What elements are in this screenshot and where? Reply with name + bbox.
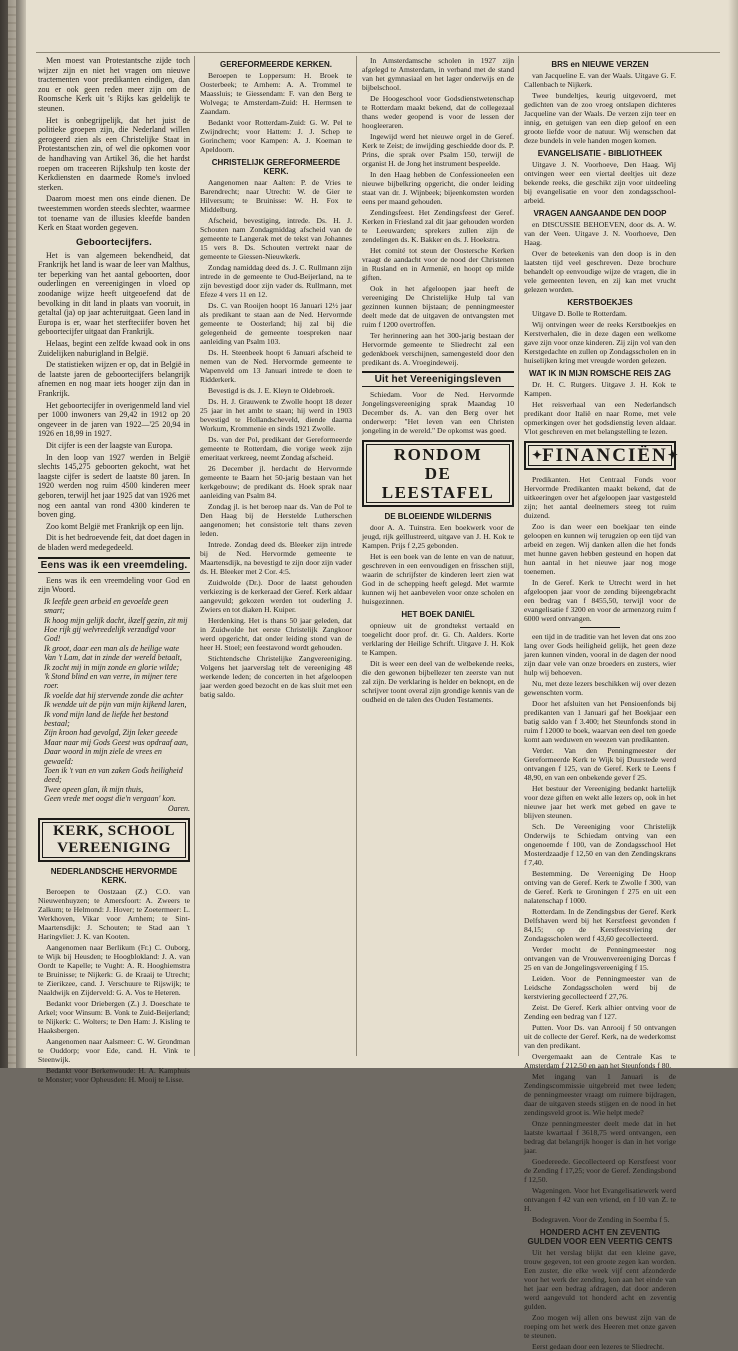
section-heading: CHRISTELIJK GEREFORMEERDE KERK. [211, 158, 341, 176]
financien-banner [524, 441, 676, 470]
article-paragraph: Het is een boek van de lente en van de natuur, geschreven in een eenvoudigen en frisschen stijl, waarin de schrijfster de kinderen leert zien wat God in de schepping heeft gelegd. Met warmte kunnen wij het aanbevelen voor onze scholen en huisgezinnen. [362, 552, 514, 606]
article-paragraph: Het is van algemeen bekendheid, dat Frankrijk het land is waar de leer van Malthus, ter beperking van het aantal geboorten, door ouderlingen en vereenigingen in vloed op zoodanige wijze heeft uitgeoefend dat de bevolking in dit land in plaats van vooruit, in getaltal (ja) op jaar achteruitgaat. Geen land in Europa is er, waar het sterfteciifer boven het geboortecijfer uitgaat dan Frankrijk. [38, 250, 190, 337]
article-paragraph: De Hoogeschool voor Godsdienstwetenschap te Rotterdam maakt bekend, dat de collegezaal thans weder geopend is voor de lessen der hoogleeraren. [362, 94, 514, 130]
top-rule [36, 52, 720, 53]
column-1 [38, 56, 190, 1084]
article-paragraph: Uit het verslag blijkt dat een kleine gave, trouw gegeven, tot een groote zegen kan worden. Een zuster, die elke week vijf cent afzonderde voor het werk der zending, kon aan het einde van het jaar een bedrag afdragen, dat door anderen werd aangevuld tot honderd acht en zeventig gulden. [524, 1248, 676, 1311]
article-paragraph: door A. A. Tuinstra. Een boekwerk voor de jeugd, rijk geïllustreerd, uitgave van J. H. Kok te Kampen. Prijs f 2,25 gebonden. [362, 523, 514, 550]
poem-line: Ik leefde geen arbeid en gevoelde geen smart; [44, 596, 169, 616]
article-paragraph: Leiden. Voor de Penningmeester van de Leidsche Zondagsscholen werd bij de kerstviering gecollecteerd f 27,76. [524, 974, 676, 1001]
article-paragraph: Bestemming. De Vereeniging De Hoop ontving van de Geref. Kerk te Zwolle f 300, van de Geref. Kerk te Groningen f 275 en uit een nalatenschap f 1000. [524, 869, 676, 905]
review-heading: HET BOEK DANIËL [401, 610, 475, 619]
article-paragraph: Twee bundeltjes, keurig uitgevoerd, met gedichten van de zoo vroeg ontslapen dichteres Jacqueline van der Waals. De verzen zijn teer en innig, en getuigen van een diep geloof en een groote liefde voor de natuur. Wij wenschen dat deze bundels in vele handen mogen komen. [524, 91, 676, 145]
article-paragraph: Verder. Van den Penningmeester der Gereformeerde Kerk te Wijk bij Duurstede werd ontvangen f 125, van de Geref. Kerk te Leens f 48,90, en van een onbekende gever f 25. [524, 746, 676, 782]
article-paragraph: en DISCUSSIE BEHOEVEN, door ds. A. W. van der Veen. Uitgave J. N. Voorhoeve, Den Haag. [524, 220, 676, 247]
article-paragraph: Beroepen te Loppersum: H. Broek te Oosterbeek; te Arnhem: A. A. Trommel te Maassluis; te Giessendam: F. van den Berg te Wolvega; te Amsterdam-Zuid: H. Hermsen te Zaandam. [200, 71, 352, 116]
article-paragraph: opnieuw uit de grondtekst vertaald en toegelicht door prof. dr. G. Ch. Aalders. Korte verklaring der Heilige Schrift. Uitgave J. H. Kok te Kampen. [362, 621, 514, 657]
poem-line: Hoe rijk gij welvreedelijk verzadigd voor God! [44, 624, 176, 644]
article-paragraph: Zoo mogen wij allen ons bewust zijn van de roeping om het werk des Heeren met onze gaven te steunen. [524, 1313, 676, 1340]
article-paragraph: Goedereede. Gecollecteerd op Kerstfeest voor de Zending f 17,25; voor de Geref. Zendingsbond f 12,50. [524, 1157, 676, 1184]
article-paragraph: Onze penningmeester deelt mede dat in het laatste kwartaal f 3618,75 werd ontvangen, een bedrag dat belangrijk hooger is dan in het vorige jaar. [524, 1119, 676, 1155]
article-paragraph: Zendingsfeest. Het Zendingsfeest der Geref. Kerken in Friesland zal dit jaar gehouden worden te Leeuwarden; sprekers zullen zijn de zendelingen ds. K. Bakker en ds. J. Hoekstra. [362, 208, 514, 244]
article-paragraph: Door het afsluiten van het Pensioenfonds bij predikanten van 1 Januari gaf het Boekjaar een batig saldo van f 3.400; het Steunfonds stond in ruim f 12000 te boek, waarvan een deel ten goede komt aan weduwen en weezen van predikanten. [524, 699, 676, 744]
article-paragraph: Dr. H. C. Rutgers. Uitgave J. H. Kok te Kampen. [524, 380, 676, 398]
poem-line: Geen vrede met oogst die'n vergaan' kon. [44, 794, 176, 804]
poem-line: Ik wendde uit de pijn van mijn kijkend laren, [44, 700, 187, 710]
section-heading: GEREFORMEERDE KERKEN. [219, 60, 332, 69]
article-paragraph: Aangenomen naar Berlikum (Fr.) C. Ouborg, te Wijk bij Heusden; te Hoogblokland: J. A. van Oordt te Kapelle; te Vught: A. R. Hooghiemstra te Bruinisse; te Nijkerk: G. de Kraaij te Utrecht; te Zierikzee, cand. J. Verschuure te Rijswijk; te Naaldwijk en Zijderveld: G. A. Vos te Heteren. [38, 942, 190, 997]
column-rule [356, 56, 357, 1056]
article-paragraph: Helaas, begint een zelfde kwaad ook in ons Zuidelijken naburigland in België. [38, 339, 190, 358]
binding-strip [8, 0, 16, 1068]
article-paragraph: Dit is het bedroevende feit, dat doet dagen in de bladen werd medegedeeld. [38, 533, 190, 552]
article-paragraph: Bevestigd is ds. J. E. Kleyn te Oldebroek. [208, 386, 335, 395]
article-paragraph: Zondag jl. is het beroep naar ds. Van de Pol te Den Haag bij de Herstelde Lutherschen aangenomen; het consistorie telt thans zeven leden. [200, 502, 352, 538]
review-heading: VRAGEN AANGAANDE DEN DOOP [533, 209, 667, 218]
poem-line: Ik voelde dat hij stervende zonde die achter [44, 690, 184, 700]
article-paragraph: In den loop van 1927 werden in België slechts 145,275 geboorten gekocht, wat het laagste cijfer is sedert de laatste 80 jaren. In 1920 werden nog ruim 4500 kinderen meer geboren, terwijl het jaar 1925 dat van 1926 met nog een aantal van rond 4300 kinderen te boven ging. [38, 452, 190, 520]
article-paragraph: Predikanten. Het Centraal Fonds voor Hervormde Predikanten maakt bekend, dat de uitkeeringen over het afgeloopen jaar vastgesteld zijn; het aantal deelnemers steeg tot ruim duizend. [524, 475, 676, 520]
article-paragraph: Zoo is dan weer een boekjaar ten einde geloopen en kunnen wij terugzien op een tijd van arbeid en zegen. Wij danken allen die het fonds met hunne gaven hebben gesteund en hopen dat hun aantal in het nieuwe jaar nog moge toenemen. [524, 522, 676, 576]
article-paragraph: Ook in het afgeloopen jaar heeft de vereeniging De Christelijke Hulp tal van gezinnen kunnen bijstaan; de penningmeester deelt mede dat de uitgaven de ontvangsten met ruim f 1200 overtroffen. [362, 284, 514, 329]
column-3 [362, 56, 514, 1056]
poem-line: Maar naar mij Gods Geest was opdraaf aan, [44, 737, 189, 747]
article-paragraph: Bodegraven. Voor de Zending in Soemba f 5. [532, 1215, 670, 1224]
article-paragraph: Ds. H. Steenbeek hoopt 6 Januari afscheid te nemen van de Ned. Hervormde gemeente te Wapenveld om 13 Januari intrede te doen te Ridderkerk. [200, 348, 352, 384]
poem-line: Ik hoog mijn gelijk dacht, ikzelf gezin, zit mij [44, 615, 188, 625]
page-edge-shadow [728, 0, 738, 1068]
poem-line: Ik vond mijn land de liefde het bestond bestaal; [44, 709, 169, 728]
poem-line: Van 't Lam, dat in zinde der wereld betaalt, [44, 653, 182, 663]
review-heading: WAT IK IN MIJN ROMSCHE REIS ZAG [528, 369, 672, 378]
article-paragraph: Ingewijd werd het nieuwe orgel in de Geref. Kerk te Zeist; de inwijding geschiedde door ds. P. Prins, die sprak over Psalm 150, terwijl de organist H. de Jong het instrument bespeelde. [362, 132, 514, 168]
ornament-icon: ✦ [667, 448, 678, 462]
poem-signature: Oaren. [167, 803, 190, 813]
rondom-de-leestafel-banner [362, 440, 514, 507]
poem-line: Daar woord in mijn ziele de vrees en gewaeld: [44, 747, 162, 766]
review-heading: DE BLOEIENDE WILDERNIS [384, 512, 492, 521]
book-binding-gutter [0, 0, 26, 1068]
article-paragraph: Bedankt voor Rotterdam-Zuid: G. W. Pel te Zwijndrecht; voor Hattem: J. J. Schep te Gorinchem; voor Kampen: A. J. Koeman te Apeldoorn. [200, 118, 352, 154]
newspaper-page [26, 0, 738, 1351]
section-heading: HONDERD ACHT EN ZEVENTIG GULDEN VOOR EEN VEERTIG CENTS [527, 1228, 673, 1246]
article-paragraph: Uitgave D. Bolle te Rotterdam. [532, 309, 627, 318]
ornament-icon: ✦ [532, 448, 543, 462]
banner-line: RONDOM [393, 445, 483, 464]
divider [580, 627, 620, 628]
article-paragraph: In de Geref. Kerk te Utrecht werd in het afgeloopen jaar voor de zending bijeengebracht een bedrag van f 8455,50, terwijl voor de evangelisatie f 3200 en voor de armenzorg ruim f 6000 werd ontvangen. [524, 578, 676, 623]
column-rule [194, 56, 195, 1056]
banner-line: VEREENIGING [57, 839, 171, 856]
article-paragraph: Wij ontvingen weer de reeks Kerstboekjes en Kerstverhalen, die in deze dagen een welkome gave zijn voor onze kinderen. Zij zijn vol van den Kerstgedachte en zullen op Zondagsscholen en in huiselijken kring met vreugde worden gelezen. [524, 320, 676, 365]
article-paragraph: Het is onbegrijpelijk, dat het juist de politieke groepen zijn, die Nederland willen gerogeerd zien als een Christelijke Staat in Protestantschen zin, of wel die opkomen voor de handhaving van Artikel 36, die het hardst roepen om traceeren Rijkshulp ten koste der Kerkdiensten en daarmede Rome's invloed sterken. [38, 115, 190, 192]
article-paragraph: Herdenking. Het is thans 50 jaar geleden, dat in Zuidwolde het eerste Christelijk Zangkoor werd opgericht, dat onder leiding stond van de heer H. Stoel; een feestavond wordt gehouden. [200, 616, 352, 652]
article-paragraph: Schiedam. Voor de Ned. Hervormde Jongelingsvereeniging sprak Maandag 10 December ds. A. van den Berg over het onderwerp: "Het leven van een Christen jongeling in de wereld." De opkomst was goed. [362, 390, 514, 435]
article-paragraph: Ds. C. van Rooijen hoopt 16 Januari 12½ jaar als predikant te staan aan de Ned. Hervormde gemeente te Oosterland; hij zal bij die gelegenheid de gemeente toespreken naar aanleiding van Psalm 103. [200, 301, 352, 346]
article-paragraph: Daarom moest men ons einde dienen. De tweestemmen worden steeds slechter, waarmee tot toename van de illusies kleefde banden Kerk en Staat worden gegeven. [38, 194, 190, 233]
article-paragraph: Dit is weer een deel van de welbekende reeks, die den gewonen bijbellezer ten zeerste van nut zal zijn. De verklaring is helder en beknopt, en de schrijver toont overal zijn grondige kennis van de oudheid en de talen des Ouden Testaments. [362, 659, 514, 704]
article-paragraph: Ds. H. J. Grauwenk te Zwolle hoopt 18 dezer 25 jaar in het ambt te staan; hij werd in 1903 bevestigd te Hollandscheveld, diende daarna Workum, Krommenie en sinds 1921 Zwolle. [200, 397, 352, 433]
article-paragraph: Wageningen. Voor het Evangelisatiewerk werd ontvangen f 42 van een vriend, en f 10 van Z. te H. [524, 1186, 676, 1213]
article-paragraph: Bedankt voor Berkenwoude: H. A. Kamphuis te Monster; voor Opheusden: H. Mooij te Lisse. [38, 1065, 190, 1084]
article-paragraph: Nu, met deze lezers beschikken wij over dezen gewenschten vorm. [524, 679, 676, 697]
article-paragraph: Overgemaakt aan de Centrale Kas te Amsterdam f 212,50 en aan het Steunfonds f 80. [524, 1052, 676, 1070]
article-paragraph: Zuidwolde (Dr.). Door de laatst gehouden verkiezing is de kerkeraad der Geref. Kerk aldaar aangevuld; gekozen werden tot ouderling J. Zwiers en tot diaken H. Kuiper. [200, 578, 352, 614]
article-paragraph: een tijd in de traditie van het leven dat ons zoo lang over Gods heiligheid gelijk, het geen deze jaren kunnen vinden, vooral in de dagen der nood zijn daar vele van onze broeders en zusters, wier hulp wij behoeven. [524, 632, 676, 677]
article-paragraph: In den Haag hebben de Confessioneelen een nieuwe bijbelkring opgericht, die onder leiding staat van dr. J. Wijnbeek; bijeenkomsten worden eens per maand gehouden. [362, 170, 514, 206]
article-paragraph: Eerst gedaan door een lezeres te Sliedrecht. [532, 1342, 665, 1351]
poem-line: Ik zocht mij in mijn zonde en glorie wilde; [44, 662, 180, 672]
column-rule [518, 56, 519, 1056]
article-paragraph: Men moest van Protestantsche zijde toch wijzer zijn en niet het vragen om nieuwe tractementen voor predikanten eindigen, dan zou er ook geen reden meer zijn om de Roomsche Kerk uit 's Rijks kas geldelijk te steunen. [38, 56, 190, 113]
article-paragraph: 26 December jl. herdacht de Hervormde gemeente te Baarn het 50-jarig bestaan van het kerkgebouw; de predikant ds. Hoek sprak naar aanleiding van Psalm 84. [200, 464, 352, 500]
article-paragraph: In Amsterdamsche scholen in 1927 zijn afgelegd te Amsterdam, in verband met de stand van het gymnasiaal en het lager onderwijs en de bijbelschool. [362, 56, 514, 92]
article-paragraph: Het reisverhaal van een Nederlandsch predikant door Italië en naar Rome, met vele opmerkingen over het godsdienstig leven aldaar. Vlot geschreven en met belangstelling te lezen. [524, 400, 676, 436]
article-paragraph: Aangenomen naar Aalsmeer: C. W. Grondman te Ouddorp; voor Ede, cand. H. Vink te Steenwijk. [38, 1036, 190, 1064]
banner-line: DE LEESTAFEL [381, 464, 495, 502]
article-paragraph: Verder mocht de Penningmeester nog ontvangen van de Vrouwenvereeniging Dorcas f 25 en van de Jongelingsvereeniging f 15. [524, 945, 676, 972]
poem-body [38, 597, 190, 804]
review-heading: EVANGELISATIE - BIBLIOTHEEK [537, 149, 663, 158]
section-heading: NEDERLANDSCHE HERVORMDE KERK. [50, 866, 178, 885]
kerk-school-vereeniging-banner [38, 818, 190, 862]
article-paragraph: Afscheid, bevestiging, intrede. Ds. H. J. Schouten nam Zondagmiddag afscheid van de gemeente te Langerak met de tekst van Johannes 15 vers 8. Ds. Schouten vertrekt naar de gemeente te Giessen-Nieuwkerk. [200, 216, 352, 261]
review-heading: BRS en NIEUWE VERZEN [551, 60, 649, 69]
article-paragraph: Het bestuur der Vereeniging bedankt hartelijk voor deze giften en wekt alle lezers op, ook in het nieuwe jaar het werk met gebed en gave te blijven steunen. [524, 784, 676, 820]
article-paragraph: Ds. van der Pol, predikant der Gereformeerde gemeente te Rotterdam, die vorige week zijn emeritaat verkreeg, neemt Zondag afscheid. [200, 435, 352, 462]
article-paragraph: Ter herinnering aan het 300-jarig bestaan der Hervormde gemeente te Sliedrecht zal een gedenkboek verschijnen, samengesteld door den predikant ds. A. Vroegindeweij. [362, 331, 514, 367]
poem-line: Ik groot, daar een man als de heilige wate [44, 643, 180, 653]
article-paragraph: Het comité tot steun der Oostersche Kerken vraagt de aandacht voor de nood der Christenen in Rusland en in Armenië, en hoopt op milde giften. [362, 246, 514, 282]
section-heading: Uit het Vereenigingsleven [362, 371, 514, 387]
article-paragraph: van Jacqueline E. van der Waals. Uitgave G. F. Callenbach te Nijkerk. [524, 71, 676, 89]
article-paragraph: De statistieken wijzen er op, dat in België in de laatste jaren de geboortecijfers belangrijk afnemen en nog maar iets hooger zijn dan in Frankrijk. [38, 360, 190, 398]
banner-title: FINANCIËN [542, 445, 668, 466]
article-paragraph: Intrede. Zondag deed ds. Bleeker zijn intrede bij de Ned. Hervormde gemeente te Maartensdijk, na bevestigd te zijn door zijn vader ds. H. Bleeker met 2 Cor. 4:5. [200, 540, 352, 576]
article-paragraph: Zeist. De Geref. Kerk alhier ontving voor de Zending een bedrag van f 127. [524, 1003, 676, 1021]
article-paragraph: Het geboortecijfer in overigenmeld land viel per 1000 inwoners van 29,42 in 1912 op 20 ongeveer in de jaren van 1922—'25 20,94 in 1926 en 18,99 in 1927. [38, 400, 190, 439]
poem-line: Twee opeen glan, ik mijn thuis, [44, 784, 144, 794]
article-paragraph: Aangenomen naar Aalten: P. de Vries te Barendrecht; naar Utrecht: W. de Gier te Hilversum; te Bruinisse: W. H. Fox te Middelburg. [200, 178, 352, 214]
poem-heading: Eens was ik een vreemdeling. [38, 557, 190, 573]
article-paragraph: Zondag namiddag deed ds. J. C. Rullmann zijn intrede in de gemeente te Oud-Beijerland, na te zijn bevestigd door zijn vader ds. Rullmann, met Efeze 4 vers 11 en 12. [200, 263, 352, 299]
article-paragraph: Dit cijfer is een der laagste van Europa. [46, 440, 173, 450]
article-paragraph: Over de beteekenis van den doop is in den laatsten tijd veel geschreven. Deze brochure behandelt op eenvoudige wijze de vragen, die in vele gemeenten leven, en zij kan met vrucht gelezen worden. [524, 249, 676, 294]
poem-line: 'k Stond blind en van verre, in mijner tere roer. [44, 671, 177, 691]
article-paragraph: Bedankt voor Driebergen (Z.) J. Doeschate te Arkel; voor Winsum: B. Vonk te Zuid-Beijerland; te Nijkerk: C. Wolters; te Den Ham: J. Kisling te Haaksbergen. [38, 998, 190, 1035]
article-paragraph: Beroepen te Oostzaan (Z.) C.O. van Nieuwenhuyzen; te Amersfoort: A. Zweers te Zalkum; te Helmond: J. Hover; te Zoetermeer: L. Werkhoven, Vikar voor Arnhem; te Sint-Maartensdijk: J. Schouten; te Stad aan 't Haringvliet: J. K. van Kooten. [38, 886, 190, 941]
article-paragraph: Rotterdam. In de Zendingsbus der Geref. Kerk Delfshaven werd bij het Kerstfeest gevonden f 84,15; op de Kerstfeestviering der Zondagsscholen werd f 43,60 gecollecteerd. [524, 907, 676, 943]
article-paragraph: Met ingang van 1 Januari is de Zendingscommissie uitgebreid met twee leden; de penningmeester vraagt om ruimere bijdragen, daar de uitgaven steeds stijgen en de nood in het zendingsveld groot is. Wie helpt mede? [524, 1072, 676, 1117]
article-paragraph: Zoo komt België met Frankrijk op een lijn. [46, 521, 184, 531]
column-4 [524, 56, 678, 1351]
review-heading: KERSTBOEKJES [567, 298, 633, 307]
article-paragraph: Putten. Voor Ds. van Anrooij f 50 ontvangen uit de collecte der Geref. Kerk, na de wederkomst van den predikant. [524, 1023, 676, 1050]
poem-line: Toen ik 't van en van zaken Gods heiligheid deed; [44, 766, 183, 785]
poem-intro: Eens was ik een vreemdeling voor God en zijn Woord. [38, 575, 190, 595]
article-paragraph: Stichtendsche Christelijke Zangvereeniging. Volgens het jaarverslag telt de vereeniging 48 werkende leden; de concerten in het afgeloopen jaar werden goed bezocht en de kas sluit met een batig saldo. [200, 654, 352, 699]
banner-line: KERK, SCHOOL [53, 822, 175, 839]
column-2 [200, 56, 352, 1056]
section-heading: Geboortecijfers. [75, 236, 153, 248]
poem-line: Zijn kroon had gevolgd, Zijn leker geeede [44, 728, 178, 738]
article-paragraph: Uitgave J. N. Voorhoeve, Den Haag. Wij ontvingen weer een viertal deeltjes uit deze bekende reeks, die geschikt zijn voor uitdeeling bij evangelisatie en voor den zondagsschool-arbeid. [524, 160, 676, 205]
article-paragraph: Sch. De Vereeniging voor Christelijk Onderwijs te Schiedam ontving van een ongenoemde f 100, van de Zondagsschool Het Mosterdzaadje f 12,50 en van den Zendingskrans f 7,40. [524, 822, 676, 867]
